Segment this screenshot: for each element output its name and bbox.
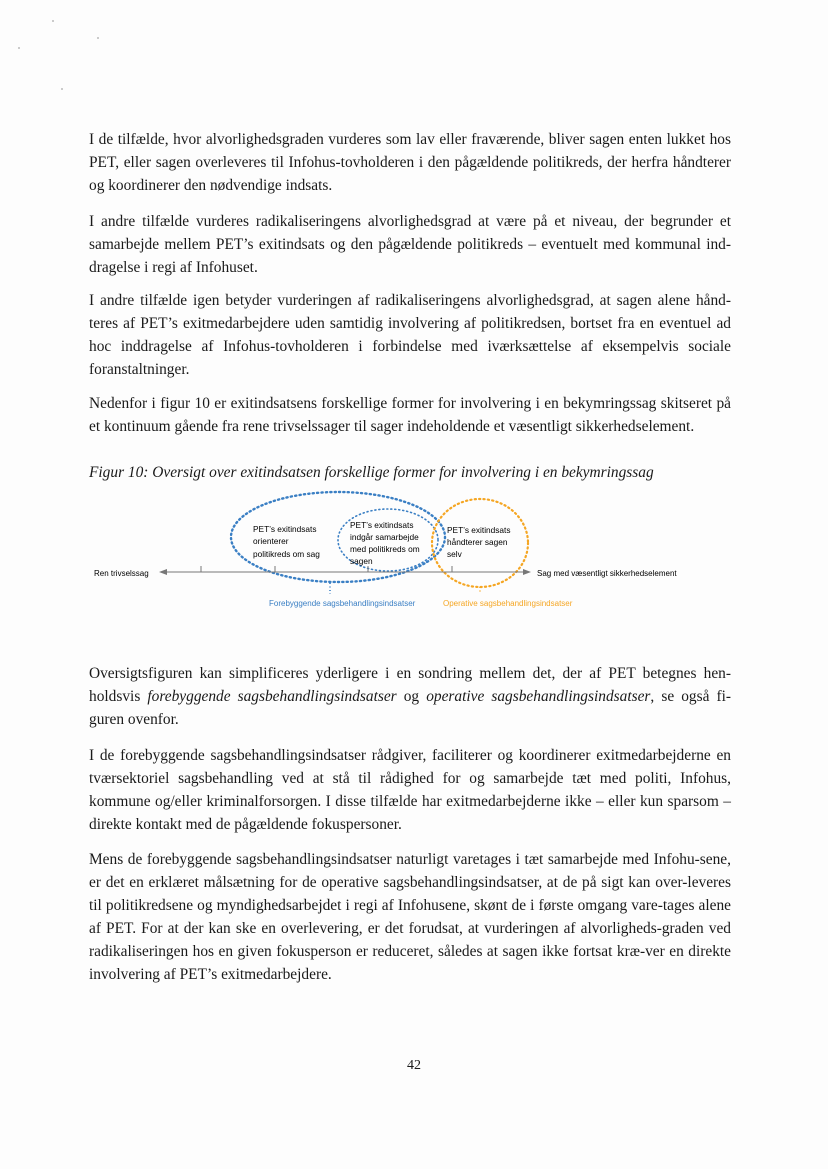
axis-right-label: Sag med væsentligt sikkerhedselement [537, 569, 677, 578]
box2-line2: indgår samarbejde [350, 532, 419, 542]
paragraph-4: Nedenfor i figur 10 er exitindsatsens forskellige former for involvering i en bekymringssag skitseret på et kontinuum gående fra rene trivselssager til sager indeholdende et væsentligt sikkerhedselement. [89, 395, 731, 435]
paragraph-5-start: Oversigtsfiguren kan simplificeres yderligere i en sondring mellem det, der af PET betegnes hen-holdsvis [89, 665, 731, 705]
term-operative: operative sagsbehandlingsindsatser [426, 688, 651, 705]
box1-line3: politikreds om sag [253, 549, 320, 559]
paragraph-7: Mens de forebyggende sagsbehandlingsindsatser naturligt varetages i tæt samarbejde med Infohu-sene, er det en erklæret målsætning for de operative sagsbehandlingsindsatser, at de på sigt kan over-leveres til politikredsene og myndighedsarbejdet i regi af Infohusene, skønt de i første omgang vare-tages alene af PET. For at der kan ske en overlevering, er det forudsat, at vurderingen af alvorligheds-graden ved radikaliseringen hos en given fokusperson er reduceret, således at sagen ikke fortsat kræ-ver en direkte involvering af PET’s exitmedarbejdere. [89, 851, 731, 983]
scan-speck [18, 47, 20, 49]
scan-speck [97, 37, 99, 39]
paragraph-5-end: , se også fi-guren ovenfor. [89, 688, 731, 728]
box-samarbejde [350, 520, 422, 566]
paragraph-5-mid: og [396, 688, 427, 705]
box1-line2: orienterer [253, 536, 289, 546]
paragraph-2: I andre tilfælde vurderes radikaliseringens alvorlighedsgrad at være på et niveau, der begrunder et samarbejde mellem PET’s exitindsats og den pågældende politikreds – eventuelt med kommunal ind-dragelse i regi af Infohuset. [89, 213, 731, 276]
figure-diagram [85, 488, 745, 618]
paragraph-5 [89, 662, 731, 731]
box1-line1: PET’s exitindsats [253, 524, 317, 534]
page-number: 42 [407, 1058, 421, 1073]
scan-speck [61, 88, 63, 90]
box3-line3: selv [447, 549, 462, 559]
preventive-label: Forebyggende sagsbehandlingsindsatser [269, 599, 416, 608]
axis-arrow-left [159, 569, 167, 575]
paragraph-6: I de forebyggende sagsbehandlingsindsatser rådgiver, faciliterer og koordinerer exitmedarbejderne en tværsektoriel sagsbehandling ved at stå til rådighed for og samarbejde tæt med politi, Infohus, kommune og/eller kriminalforsorgen. I disse tilfælde har exitmedarbejderne ikke – eller kun sparsom – direkte kontakt med de pågældende fokuspersoner. [89, 747, 731, 833]
paragraph-1: I de tilfælde, hvor alvorlighedsgraden vurderes som lav eller fraværende, bliver sagen enten lukket hos PET, eller sagen overleveres til Infohus-tovholderen i den pågældende politikreds, der herfra håndterer og koordinerer den nødvendige indsats. [89, 131, 731, 194]
term-preventive: forebyggende sagsbehandlingsindsatser [147, 688, 397, 705]
axis-arrow-right [523, 569, 531, 575]
operative-label: Operative sagsbehandlingsindsatser [443, 599, 573, 608]
box2-line1: PET’s exitindsats [350, 520, 414, 530]
box3-line1: PET’s exitindsats [447, 525, 511, 535]
axis-left-label: Ren trivselssag [94, 569, 149, 578]
box-haandterer [447, 525, 513, 559]
figure-caption: Figur 10: Oversigt over exitindsatsen forskellige former for involvering i en bekymringssag [89, 464, 654, 481]
box-orienterer [253, 524, 320, 559]
paragraph-3: I andre tilfælde igen betyder vurderingen af radikaliseringens alvorlighedsgrad, at sagen alene hånd-teres af PET’s exitmedarbejdere uden samtidig involvering af politikredsen, bortset fra en eventuel ad hoc inddragelse af Infohus-tovholderen i forbindelse med iværksættelse af eksempelvis sociale foranstaltninger. [89, 292, 731, 378]
box2-line3: med politikreds om [350, 544, 420, 554]
box3-line2: håndterer sagen [447, 537, 508, 547]
scan-speck [52, 20, 54, 22]
box2-line4: sagen [350, 556, 373, 566]
figure-10 [85, 488, 745, 618]
